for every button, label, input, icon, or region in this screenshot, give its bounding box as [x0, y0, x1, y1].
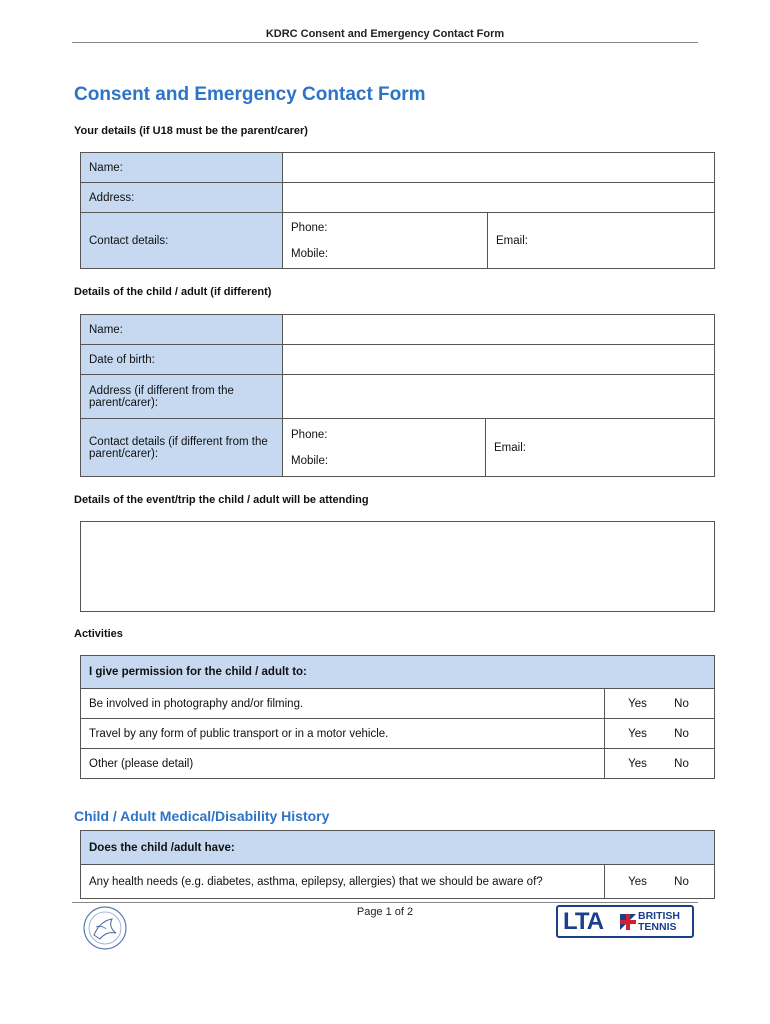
address-label: Address:	[81, 183, 283, 213]
union-flag-icon	[620, 914, 636, 930]
child-email-field[interactable]	[486, 419, 715, 477]
your-details-heading: Your details (if U18 must be the parent/carer)	[74, 125, 308, 137]
phone-mobile-field[interactable]	[283, 213, 488, 269]
yes-option[interactable]: Yes	[628, 727, 647, 740]
medical-health-needs: Any health needs (e.g. diabetes, asthma, epilepsy, allergies) that we should be aware of?	[81, 865, 605, 899]
activity-travel-choice[interactable]	[605, 719, 715, 749]
medical-table-header: Does the child /adult have:	[81, 831, 715, 865]
yes-option[interactable]: Yes	[628, 757, 647, 770]
child-mobile-label: Mobile:	[291, 454, 329, 467]
contact-details-label: Contact details:	[81, 213, 283, 269]
name-field[interactable]	[283, 153, 715, 183]
event-heading: Details of the event/trip the child / adult will be attending	[74, 494, 369, 506]
mobile-label: Mobile:	[291, 247, 329, 260]
child-phone-label: Phone:	[291, 428, 328, 441]
your-details-table	[80, 152, 715, 269]
medical-health-needs-choice[interactable]	[605, 865, 715, 899]
footer-divider	[72, 902, 698, 903]
child-details-heading: Details of the child / adult (if different)	[74, 286, 272, 298]
lta-wordmark: LTA	[563, 908, 604, 935]
yes-option[interactable]: Yes	[628, 697, 647, 710]
club-seal-icon	[82, 905, 128, 951]
lta-british-tennis-logo	[556, 905, 694, 938]
activity-other-choice[interactable]	[605, 749, 715, 779]
phone-label: Phone:	[291, 221, 328, 234]
email-field[interactable]	[488, 213, 715, 269]
activity-photography: Be involved in photography and/or filming.	[81, 689, 605, 719]
child-name-label: Name:	[81, 315, 283, 345]
child-address-field[interactable]	[283, 375, 715, 419]
child-details-table	[80, 314, 715, 477]
activities-heading: Activities	[74, 628, 123, 640]
name-label: Name:	[81, 153, 283, 183]
child-contact-label: Contact details (if different from the parent/carer):	[81, 419, 283, 477]
address-field[interactable]	[283, 183, 715, 213]
no-option[interactable]: No	[674, 875, 689, 888]
british-tennis-text	[638, 911, 680, 933]
medical-table	[80, 830, 715, 899]
child-phone-mobile-field[interactable]	[283, 419, 486, 477]
activity-photography-choice[interactable]	[605, 689, 715, 719]
activity-other: Other (please detail)	[81, 749, 605, 779]
yes-option[interactable]: Yes	[628, 875, 647, 888]
medical-heading: Child / Adult Medical/Disability History	[74, 808, 330, 824]
child-dob-field[interactable]	[283, 345, 715, 375]
event-details-field[interactable]	[80, 521, 715, 612]
child-email-label: Email:	[494, 441, 526, 454]
child-dob-label: Date of birth:	[81, 345, 283, 375]
email-label: Email:	[496, 234, 528, 247]
british-text: BRITISH	[638, 910, 680, 922]
activity-travel: Travel by any form of public transport or in a motor vehicle.	[81, 719, 605, 749]
running-header: KDRC Consent and Emergency Contact Form	[265, 28, 505, 40]
no-option[interactable]: No	[674, 697, 689, 710]
page-number: Page 1 of 2	[356, 906, 414, 918]
child-name-field[interactable]	[283, 315, 715, 345]
no-option[interactable]: No	[674, 727, 689, 740]
child-address-label: Address (if different from the parent/carer):	[81, 375, 283, 419]
no-option[interactable]: No	[674, 757, 689, 770]
activities-table-header: I give permission for the child / adult to:	[81, 656, 715, 689]
header-divider	[72, 42, 698, 43]
form-title: Consent and Emergency Contact Form	[74, 84, 426, 105]
tennis-text: TENNIS	[638, 921, 677, 933]
activities-table	[80, 655, 715, 779]
